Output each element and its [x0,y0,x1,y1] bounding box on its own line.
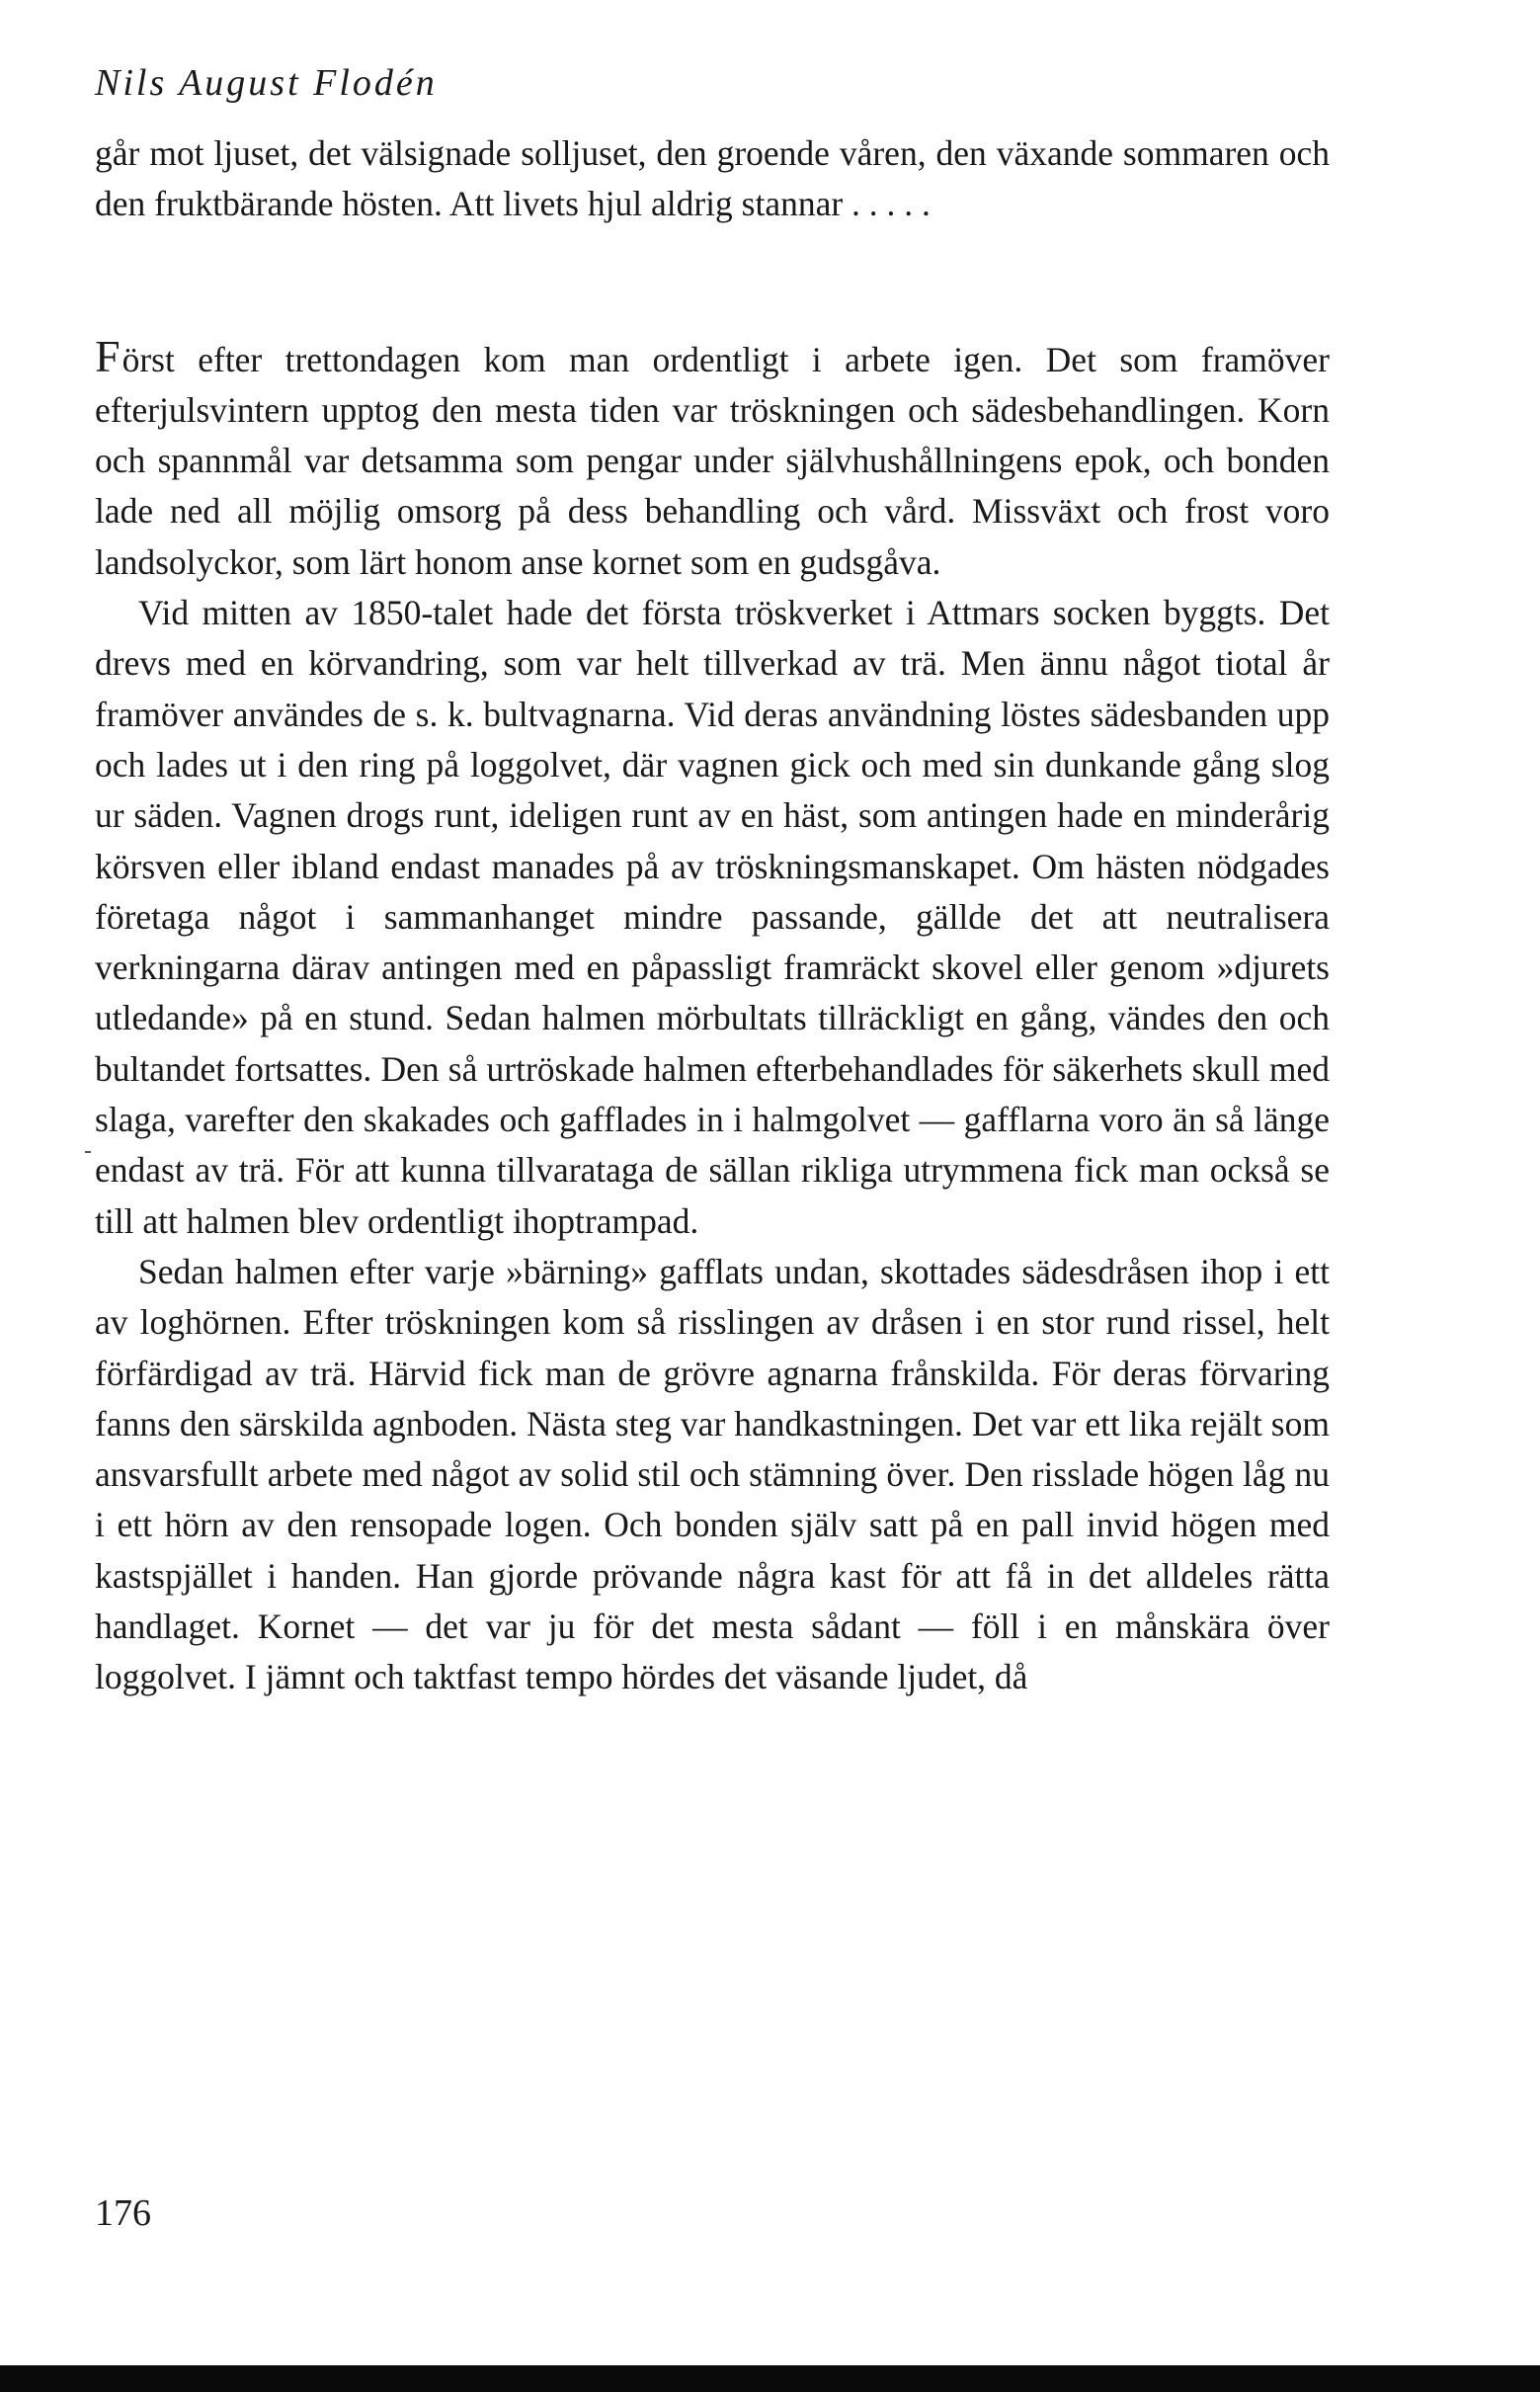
running-head: Nils August Flodén [95,62,438,104]
paragraph-winnowing: Sedan halmen efter varje »bärning» gafflats undan, skottades sädesdråsen ihop i ett av loghörnen. Efter tröskningen kom så risslingen av dråsen i en stor rund rissel, helt förfärdigad av trä. Härvid fick man de grövre agnarna frånskilda. För deras förvaring fanns den särskilda agnboden. Nästa steg var handkastningen. Det var ett lika rejält som ansvarsfullt arbete med något av solid stil och stämning över. Den risslade högen låg nu i ett hörn av den rensopade logen. Och bonden själv satt på en pall invid högen med kastspjället i handen. Han gjorde prövande några kast för att få in det alldeles rätta handlaget. Kornet — det var ju för det mesta sådant — föll i en månskära över loggolvet. I jämnt och taktfast tempo hördes det väsande ljudet, då [95,1251,1330,1697]
paragraph-section-start [95,331,1330,588]
margin-mark [85,1151,91,1153]
dropcap-rest: örst efter trettondagen kom man ordentligt i arbete igen. Det som framöver efterjulsvintern upptog den mesta tiden var tröskningen och sädesbehandlingen. Korn och spannmål var detsamma som pengar under självhushållningens epok, och bonden lade ned all möjlig omsorg på dess behandling och vård. Missväxt och frost voro landsolyckor, som lärt honom anse kornet som en gudsgåva. [95,339,1330,582]
body-text [95,128,1330,1703]
paragraph-threshing-machine: Vid mitten av 1850-talet hade det första tröskverket i Attmars socken byggts. Det drevs med en körvandring, som var helt tillverkad av trä. Men ännu något tiotal år framöver användes de s. k. bultvagnarna. Vid deras användning löstes sädesbanden upp och lades ut i den ring på loggolvet, där vagnen gick och med sin dunkande gång slog ur säden. Vagnen drogs runt, ideligen runt av en häst, som antingen hade en minderårig körsven eller ibland endast manades på av tröskningsmanskapet. Om hästen nödgades företaga något i sammanhanget mindre passande, gällde det att neutralisera verkningarna därav antingen med en påpassligt framräckt skovel eller genom »djurets utledande» på en stund. Sedan halmen mörbultats tillräckligt en gång, vändes den och bultandet fortsattes. Den så urtröskade halmen efterbehandlades för säkerhets skull med slaga, varefter den skakades och gafflades in i halmgolvet — gafflarna voro än så länge endast av trä. För att kunna tillvaratagа de sällan rikliga utrymmena fick man också se till att halmen blev ordentligt ihoptrampad. [95,593,1330,1241]
page-number: 176 [95,2192,151,2234]
scan-edge-bar [0,2365,1540,2392]
paragraph-continuation: går mot ljuset, det välsignade solljuset, den groende våren, den växande sommaren och den fruktbärande hösten. Att livets hjul aldrig stannar . . . . . [95,133,1330,224]
dropcap-letter: F [95,330,122,381]
